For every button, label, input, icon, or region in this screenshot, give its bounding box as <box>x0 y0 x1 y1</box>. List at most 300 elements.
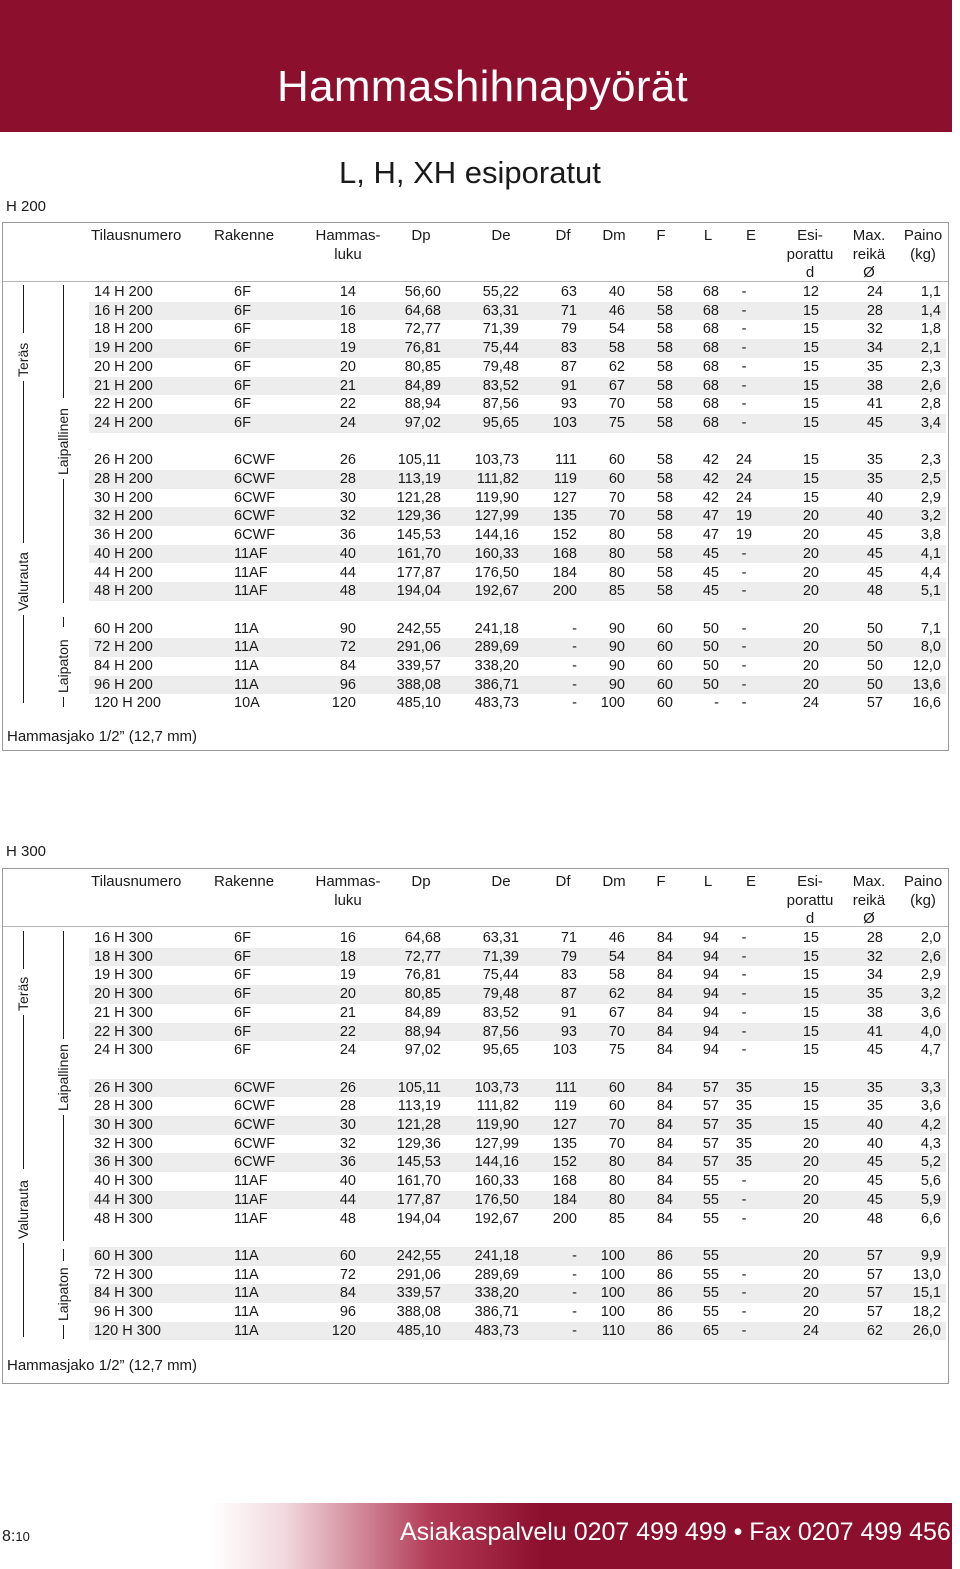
table-row <box>89 620 946 639</box>
column-header-line: (kg) <box>910 245 936 263</box>
table-row <box>89 1153 946 1172</box>
cell-esi: 15 <box>802 489 819 506</box>
cell-dp: 113,19 <box>397 471 441 487</box>
cell-dp: 177,87 <box>396 564 441 581</box>
cell-df: 83 <box>560 340 577 357</box>
cell-de: 338,20 <box>474 658 519 674</box>
cell-e: 19 <box>735 527 753 544</box>
cell-rakenne: 6F <box>234 358 251 375</box>
cell-tilausnumero: 18 H 200 <box>94 321 153 338</box>
cell-hammas: 84 <box>339 658 356 674</box>
cell-dm: 90 <box>608 639 625 656</box>
cell-e: - <box>741 967 747 984</box>
column-header-line: F <box>656 227 666 244</box>
group-bracket-line <box>23 1243 24 1337</box>
column-header-e <box>741 227 761 246</box>
cell-f: 60 <box>656 676 673 693</box>
cell-f: 84 <box>656 1173 673 1190</box>
cell-df: 83 <box>560 967 577 984</box>
cell-de: 160,33 <box>474 1173 519 1190</box>
cell-paino: 4,4 <box>920 564 941 581</box>
table-row <box>89 470 946 489</box>
cell-e: - <box>741 1023 747 1040</box>
cell-df: 184 <box>552 564 577 581</box>
column-header-line: Hammas- <box>315 873 381 890</box>
cell-de: 75,44 <box>482 340 519 357</box>
cell-dm: 58 <box>608 340 625 357</box>
cell-l: 68 <box>702 377 719 394</box>
cell-hammas: 28 <box>339 1098 356 1115</box>
cell-max: 32 <box>866 321 883 338</box>
cell-dp: 64,68 <box>404 930 441 946</box>
cell-hammas: 26 <box>339 452 356 469</box>
table-row <box>89 1247 946 1266</box>
cell-esi: 20 <box>802 545 819 562</box>
cell-l: 68 <box>702 321 719 338</box>
cell-esi: 15 <box>802 930 819 946</box>
column-header-line: reikä <box>852 891 886 909</box>
cell-max: 50 <box>866 676 883 693</box>
cell-e: - <box>741 414 747 431</box>
cell-tilausnumero: 19 H 300 <box>94 967 153 984</box>
cell-hammas: 32 <box>339 508 356 525</box>
cell-f: 58 <box>656 414 673 431</box>
cell-max: 41 <box>866 1023 883 1040</box>
cell-l: 94 <box>702 948 719 965</box>
table-row <box>89 1191 946 1210</box>
cell-paino: 26,0 <box>912 1322 941 1339</box>
section-label-h200: H 200 <box>6 198 47 215</box>
cell-paino: 2,9 <box>920 489 941 506</box>
cell-tilausnumero: 14 H 200 <box>94 284 153 300</box>
cell-paino: 2,5 <box>920 471 941 487</box>
cell-paino: 16,6 <box>912 695 941 712</box>
column-header-line: Max. <box>852 227 886 244</box>
cell-e: - <box>741 1304 747 1320</box>
column-header-rakenne <box>214 873 284 892</box>
cell-esi: 20 <box>802 1173 819 1190</box>
cell-esi: 15 <box>802 1023 819 1040</box>
cell-e: 24 <box>735 452 753 469</box>
cell-de: 103,73 <box>474 1079 519 1096</box>
vlabel-laipaton: Laipaton <box>55 639 71 693</box>
cell-e: 35 <box>735 1098 753 1115</box>
cell-rakenne: 11A <box>234 1247 259 1264</box>
cell-esi: 15 <box>802 1117 819 1133</box>
cell-df: - <box>572 1285 577 1302</box>
cell-dp: 97,02 <box>404 414 441 431</box>
cell-tilausnumero: 72 H 300 <box>94 1266 153 1283</box>
cell-l: 94 <box>702 930 719 946</box>
column-header-line: E <box>745 227 756 244</box>
cell-l: 55 <box>702 1210 719 1227</box>
cell-esi: 20 <box>802 508 819 525</box>
cell-dm: 100 <box>600 1304 625 1320</box>
cell-e: - <box>741 396 747 413</box>
cell-e: - <box>741 1266 747 1283</box>
cell-l: 57 <box>702 1079 719 1096</box>
cell-dm: 100 <box>600 1247 625 1264</box>
table-row <box>89 657 946 676</box>
cell-max: 45 <box>866 1191 883 1208</box>
cell-df: 152 <box>552 1154 577 1171</box>
cell-df: 168 <box>552 1173 577 1190</box>
cell-l: 55 <box>702 1247 719 1264</box>
cell-e: - <box>741 340 747 357</box>
cell-paino: 9,9 <box>920 1247 941 1264</box>
cell-f: 58 <box>656 358 673 375</box>
cell-paino: 3,3 <box>920 1079 941 1096</box>
cell-df: 168 <box>552 545 577 562</box>
table-row <box>89 1079 946 1098</box>
cell-dm: 67 <box>608 1004 625 1021</box>
cell-hammas: 36 <box>339 1154 356 1171</box>
cell-de: 111,82 <box>476 1098 519 1115</box>
cell-de: 176,50 <box>474 564 519 581</box>
cell-dp: 161,70 <box>396 545 441 562</box>
cell-tilausnumero: 40 H 300 <box>94 1173 153 1190</box>
cell-de: 119,90 <box>475 1117 519 1133</box>
cell-dp: 291,06 <box>396 1266 441 1283</box>
cell-dm: 75 <box>608 414 625 431</box>
cell-hammas: 26 <box>339 1079 356 1096</box>
cell-de: 71,39 <box>482 321 519 338</box>
cell-dp: 88,94 <box>404 396 441 413</box>
cell-max: 57 <box>866 1247 883 1264</box>
cell-l: 45 <box>702 564 719 581</box>
cell-max: 24 <box>866 284 883 300</box>
cell-dp: 76,81 <box>404 967 441 984</box>
cell-paino: 7,1 <box>920 620 941 637</box>
cell-esi: 15 <box>802 967 819 984</box>
column-header-line: porattu <box>786 245 834 263</box>
cell-l: 94 <box>702 1042 719 1059</box>
cell-dp: 72,77 <box>404 948 441 965</box>
cell-l: 50 <box>702 620 719 637</box>
cell-paino: 4,1 <box>920 545 941 562</box>
cell-dm: 54 <box>608 321 625 338</box>
cell-esi: 20 <box>802 1154 819 1171</box>
cell-f: 84 <box>656 1023 673 1040</box>
cell-esi: 15 <box>802 377 819 394</box>
cell-e: 35 <box>735 1135 753 1152</box>
cell-l: 57 <box>702 1098 719 1115</box>
cell-dm: 90 <box>608 658 625 674</box>
cell-paino: 5,2 <box>920 1154 941 1171</box>
vlabel-laipallinen: Laipallinen <box>55 1044 71 1111</box>
column-header-line: F <box>656 873 666 890</box>
cell-esi: 15 <box>802 986 819 1003</box>
cell-dm: 60 <box>608 1098 625 1115</box>
cell-tilausnumero: 36 H 200 <box>94 527 153 544</box>
cell-rakenne: 11A <box>234 1266 259 1283</box>
cell-dp: 80,85 <box>404 986 441 1003</box>
column-header-paino <box>898 227 948 264</box>
cell-f: 86 <box>656 1247 673 1264</box>
cell-paino: 13,6 <box>912 676 941 693</box>
cell-rakenne: 6F <box>234 302 251 319</box>
cell-max: 40 <box>866 1135 883 1152</box>
column-header-dm <box>599 873 629 892</box>
cell-df: 200 <box>552 583 577 600</box>
cell-e: - <box>741 321 747 338</box>
cell-e: - <box>741 1285 747 1302</box>
cell-rakenne: 11AF <box>234 1173 268 1190</box>
cell-esi: 15 <box>802 1004 819 1021</box>
cell-e: - <box>741 1004 747 1021</box>
cell-rakenne: 6CWF <box>234 1079 276 1096</box>
cell-max: 48 <box>866 1210 883 1227</box>
cell-hammas: 20 <box>339 358 356 375</box>
cell-de: 144,16 <box>474 1154 519 1171</box>
cell-esi: 15 <box>802 1098 819 1115</box>
cell-f: 58 <box>656 302 673 319</box>
cell-f: 84 <box>656 1191 673 1208</box>
cell-hammas: 30 <box>339 489 356 506</box>
cell-dm: 67 <box>608 377 625 394</box>
cell-dp: 72,77 <box>404 321 441 338</box>
cell-e: 35 <box>735 1079 753 1096</box>
cell-l: 42 <box>702 452 719 469</box>
cell-l: 57 <box>702 1135 719 1152</box>
cell-dm: 70 <box>608 489 625 506</box>
cell-rakenne: 6F <box>234 930 251 946</box>
cell-de: 111,82 <box>476 471 519 487</box>
cell-f: 58 <box>656 452 673 469</box>
column-header-line: Rakenne <box>214 227 275 244</box>
cell-e: - <box>741 986 747 1003</box>
cell-hammas: 28 <box>339 471 356 487</box>
cell-hammas: 40 <box>339 545 356 562</box>
cell-e: - <box>741 948 747 965</box>
cell-tilausnumero: 20 H 200 <box>94 358 153 375</box>
column-header-dp <box>401 227 441 246</box>
cell-e: - <box>741 639 747 656</box>
cell-dm: 62 <box>608 358 625 375</box>
cell-max: 45 <box>866 527 883 544</box>
cell-max: 35 <box>866 986 883 1003</box>
cell-dp: 121,28 <box>396 1117 441 1133</box>
group-bracket-line <box>63 1325 64 1339</box>
cell-df: - <box>572 1322 577 1339</box>
cell-f: 58 <box>656 564 673 581</box>
column-header-line: L <box>703 873 713 890</box>
cell-df: - <box>572 676 577 693</box>
cell-esi: 24 <box>802 695 819 712</box>
cell-tilausnumero: 36 H 300 <box>94 1154 153 1171</box>
group-bracket-line <box>63 479 64 603</box>
cell-rakenne: 6CWF <box>234 527 276 544</box>
cell-dp: 242,55 <box>396 1247 441 1264</box>
cell-dp: 145,53 <box>396 1154 441 1171</box>
cell-de: 103,73 <box>474 452 519 469</box>
cell-max: 40 <box>866 508 883 525</box>
column-header-line: Esi- <box>797 873 823 890</box>
cell-de: 87,56 <box>482 396 519 413</box>
cell-rakenne: 6CWF <box>234 471 276 487</box>
column-header-line: luku <box>334 245 362 263</box>
cell-df: - <box>572 1247 577 1264</box>
column-header-esi <box>779 227 841 283</box>
cell-hammas: 84 <box>339 1285 356 1302</box>
cell-df: - <box>572 1266 577 1283</box>
cell-dm: 90 <box>608 620 625 637</box>
cell-tilausnumero: 44 H 300 <box>94 1191 153 1208</box>
cell-f: 84 <box>656 1210 673 1227</box>
cell-dp: 177,87 <box>396 1191 441 1208</box>
cell-tilausnumero: 84 H 200 <box>94 658 153 674</box>
cell-df: 127 <box>552 1117 577 1133</box>
cell-tilausnumero: 28 H 300 <box>94 1098 153 1115</box>
page-subtitle: L, H, XH esiporatut <box>339 155 601 190</box>
column-header-l <box>698 873 718 892</box>
cell-l: 68 <box>702 340 719 357</box>
column-header-max <box>843 873 895 929</box>
cell-rakenne: 6F <box>234 284 251 300</box>
cell-tilausnumero: 16 H 200 <box>94 302 153 319</box>
cell-f: 84 <box>656 986 673 1003</box>
cell-rakenne: 6F <box>234 321 251 338</box>
cell-hammas: 120 <box>331 695 356 712</box>
table-row <box>89 1135 946 1154</box>
cell-tilausnumero: 48 H 200 <box>94 583 153 600</box>
cell-esi: 20 <box>802 658 819 674</box>
cell-f: 86 <box>656 1304 673 1320</box>
table-row <box>89 283 946 302</box>
cell-dp: 145,53 <box>396 527 441 544</box>
cell-l: 45 <box>702 545 719 562</box>
cell-df: 127 <box>552 489 577 506</box>
cell-e: - <box>741 676 747 693</box>
cell-tilausnumero: 21 H 300 <box>94 1004 153 1021</box>
cell-df: 93 <box>560 396 577 413</box>
cell-dp: 97,02 <box>404 1042 441 1059</box>
cell-de: 95,65 <box>482 414 519 431</box>
cell-max: 50 <box>866 620 883 637</box>
cell-hammas: 24 <box>339 1042 356 1059</box>
cell-df: - <box>572 639 577 656</box>
cell-de: 83,52 <box>482 1004 519 1021</box>
cell-rakenne: 6F <box>234 340 251 357</box>
cell-paino: 3,2 <box>920 986 941 1003</box>
cell-dp: 76,81 <box>404 340 441 357</box>
cell-l: 42 <box>702 471 719 487</box>
group-bracket-line <box>63 617 64 627</box>
cell-f: 58 <box>656 508 673 525</box>
cell-esi: 20 <box>802 583 819 600</box>
cell-max: 34 <box>866 967 883 984</box>
cell-l: 55 <box>702 1285 719 1302</box>
cell-hammas: 20 <box>339 986 356 1003</box>
table-row <box>89 414 946 433</box>
cell-f: 58 <box>656 545 673 562</box>
cell-df: 152 <box>552 527 577 544</box>
table-row <box>89 451 946 470</box>
cell-de: 79,48 <box>482 358 519 375</box>
cell-dm: 60 <box>608 1079 625 1096</box>
column-header-de <box>481 227 521 246</box>
cell-tilausnumero: 60 H 200 <box>94 620 153 637</box>
cell-l: 55 <box>702 1191 719 1208</box>
column-header-f <box>651 227 671 246</box>
cell-dp: 194,04 <box>396 1210 441 1227</box>
column-header-line: reikä <box>852 245 886 263</box>
cell-e: 35 <box>735 1154 753 1171</box>
column-header-paino <box>898 873 948 910</box>
cell-paino: 2,6 <box>920 948 941 965</box>
cell-f: 84 <box>656 1079 673 1096</box>
column-header-line: porattu <box>786 891 834 909</box>
cell-esi: 20 <box>802 676 819 693</box>
cell-esi: 20 <box>802 639 819 656</box>
cell-esi: 20 <box>802 1285 819 1302</box>
cell-de: 127,99 <box>474 508 519 525</box>
cell-l: 47 <box>702 508 719 525</box>
cell-dm: 54 <box>608 948 625 965</box>
cell-hammas: 16 <box>339 302 356 319</box>
cell-tilausnumero: 22 H 200 <box>94 396 153 413</box>
table-row <box>89 948 946 967</box>
cell-paino: 4,7 <box>920 1042 941 1059</box>
cell-esi: 20 <box>802 1191 819 1208</box>
cell-de: 483,73 <box>474 1322 519 1339</box>
cell-max: 57 <box>866 1266 883 1283</box>
cell-max: 57 <box>866 1304 883 1320</box>
cell-paino: 18,2 <box>912 1304 941 1320</box>
cell-l: 68 <box>702 414 719 431</box>
column-header-df <box>548 227 578 246</box>
cell-e: - <box>741 1191 747 1208</box>
cell-f: 58 <box>656 340 673 357</box>
cell-esi: 20 <box>802 564 819 581</box>
vlabel-laipallinen: Laipallinen <box>55 408 71 475</box>
cell-esi: 20 <box>802 1304 819 1320</box>
cell-hammas: 21 <box>339 377 356 394</box>
cell-dp: 88,94 <box>404 1023 441 1040</box>
cell-de: 144,16 <box>474 527 519 544</box>
cell-tilausnumero: 26 H 300 <box>94 1079 153 1096</box>
cell-rakenne: 11A <box>234 1304 259 1320</box>
table-h300 <box>2 868 949 1384</box>
cell-dm: 90 <box>608 676 625 693</box>
cell-hammas: 72 <box>339 1266 356 1283</box>
column-header-tilausnumero <box>91 227 191 246</box>
cell-df: 93 <box>560 1023 577 1040</box>
column-header-hammas <box>309 873 387 910</box>
table-row <box>89 1266 946 1285</box>
vlabel-valurauta: Valurauta <box>15 552 31 611</box>
table-row <box>89 929 946 948</box>
cell-df: 87 <box>560 358 577 375</box>
cell-rakenne: 6CWF <box>234 1098 276 1115</box>
cell-dp: 485,10 <box>396 1322 441 1339</box>
cell-rakenne: 6CWF <box>234 1154 276 1171</box>
column-header-line: Ø <box>863 910 875 927</box>
cell-rakenne: 6CWF <box>234 1117 276 1133</box>
cell-e: - <box>741 564 747 581</box>
cell-l: 94 <box>702 1004 719 1021</box>
cell-esi: 12 <box>802 284 819 300</box>
cell-l: - <box>714 695 719 712</box>
table-row <box>89 1004 946 1023</box>
cell-paino: 1,8 <box>920 321 941 338</box>
cell-l: 42 <box>702 489 719 506</box>
cell-df: 71 <box>560 302 577 319</box>
cell-df: 119 <box>553 471 577 487</box>
cell-dp: 485,10 <box>396 695 441 712</box>
cell-dm: 80 <box>608 1154 625 1171</box>
cell-f: 84 <box>656 930 673 946</box>
